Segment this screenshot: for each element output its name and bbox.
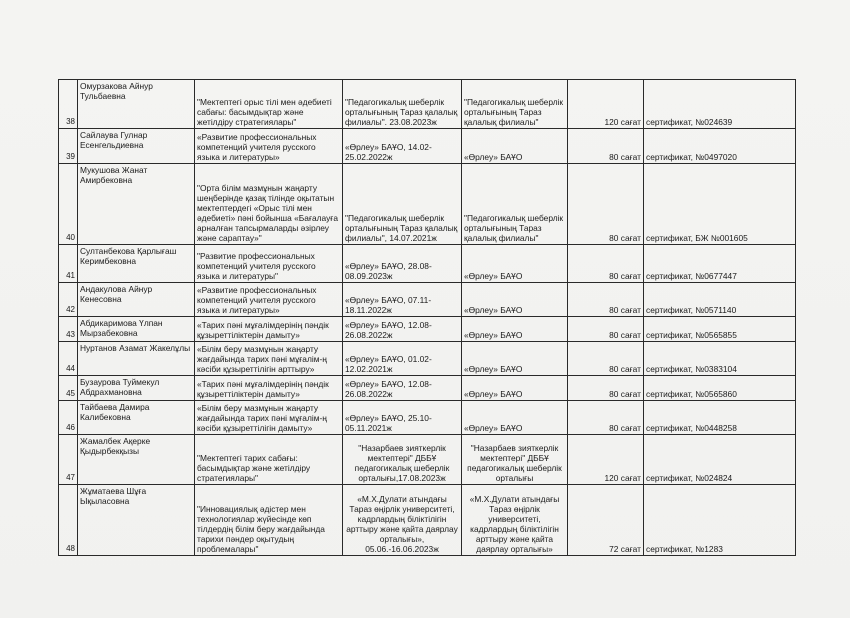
course-title: «Тарих пәні мұғалімдерінің пәндік құзыреттіліктерін дамыту»	[195, 317, 343, 342]
table-row	[59, 342, 796, 376]
row-number: 38	[59, 80, 78, 129]
course-title: «Тарих пәні мұғалімдерінің пәндік құзыреттіліктерін дамыту»	[195, 376, 343, 401]
row-number: 48	[59, 485, 78, 556]
course-title: «Развитие профессиональных компетенций учителя русского языка и литературы»	[195, 129, 343, 164]
organizer-date: «Өрлеу» БАҰО, 01.02-12.02.2021ж	[343, 342, 462, 376]
teacher-name: Омурзакова Айнур Тульбаевна	[78, 80, 195, 129]
row-number: 45	[59, 376, 78, 401]
course-hours: 80 сағат	[568, 129, 644, 164]
provider-name: "Назарбаев зияткерлік мектептері" ДББҰ педагогикалық шеберлік орталығы	[462, 435, 568, 485]
organizer-date: "Педагогикалық шеберлік орталығының Тараз қалалық филиалы", 14.07.2021ж	[343, 164, 462, 245]
provider-name: «Өрлеу» БАҰО	[462, 245, 568, 283]
teacher-name: Андакулова Айнур Кенесовна	[78, 283, 195, 317]
course-title: "Мектептегі тарих сабағы: басымдықтар және жетілдіру стратегиялары"	[195, 435, 343, 485]
provider-name: «М.Х.Дулати атындағы Тараз өңірлік университеті, кадрлардың біліктілігін арттыру және қайта даярлау орталығы»	[462, 485, 568, 556]
table-row	[59, 401, 796, 435]
teacher-name: Султанбекова Қарлығаш Керимбековна	[78, 245, 195, 283]
table-row	[59, 164, 796, 245]
organizer-date: «Өрлеу» БАҰО, 12.08-26.08.2022ж	[343, 376, 462, 401]
organizer-date: «Өрлеу» БАҰО, 07.11-18.11.2022ж	[343, 283, 462, 317]
course-hours: 80 сағат	[568, 317, 644, 342]
organizer-date: "Педагогикалық шеберлік орталығының Тараз қалалық филиалы". 23.08.2023ж	[343, 80, 462, 129]
certificate-number: сертификат, №0565860	[644, 376, 796, 401]
certificate-number: сертификат, №0383104	[644, 342, 796, 376]
row-number: 40	[59, 164, 78, 245]
row-number: 43	[59, 317, 78, 342]
course-title: "Развитие профессиональных компетенций учителя русского языка и литературы"	[195, 245, 343, 283]
provider-name: «Өрлеу» БАҰО	[462, 401, 568, 435]
table-row	[59, 317, 796, 342]
course-title: "Орта білім мазмұнын жаңарту шеңберінде қазақ тілінде оқытатын мектептердегі «Орыс тілі мен әдебиеті» пәні бойынша «Бағалауға арналған тапсырмаларды әзірлеу және сараптау»"	[195, 164, 343, 245]
certificate-number: сертификат, БЖ №001605	[644, 164, 796, 245]
course-hours: 80 сағат	[568, 164, 644, 245]
table-body	[59, 80, 796, 556]
teacher-name: Бузаурова Туймекул Абдрахмановна	[78, 376, 195, 401]
teacher-name: Жамалбек Ақерке Қыдырбекқызы	[78, 435, 195, 485]
organizer-date: «Өрлеу» БАҰО, 25.10-05.11.2021ж	[343, 401, 462, 435]
table-row	[59, 80, 796, 129]
course-title: «Білім беру мазмұнын жаңарту жағдайында тарих пәні мұғалім-ң кәсіби құзыреттілігін арттыру»	[195, 342, 343, 376]
certificate-number: сертификат, №0565855	[644, 317, 796, 342]
teacher-name: Жұматаева Шұға Ықыласовна	[78, 485, 195, 556]
table-row	[59, 485, 796, 556]
table-row	[59, 376, 796, 401]
row-number: 44	[59, 342, 78, 376]
organizer-date: "Назарбаев зияткерлік мектептері" ДББҰ педагогикалық шеберлік орталығы,17.08.2023ж	[343, 435, 462, 485]
course-hours: 80 сағат	[568, 283, 644, 317]
table-row	[59, 435, 796, 485]
teacher-name: Сайлаува Гулнар Есенгельдиевна	[78, 129, 195, 164]
course-title: «Развитие профессиональных компетенций учителя русского языка и литературы»	[195, 283, 343, 317]
organizer-date: «Өрлеу» БАҰО, 14.02-25.02.2022ж	[343, 129, 462, 164]
certificate-number: сертификат, №0448258	[644, 401, 796, 435]
table-row	[59, 129, 796, 164]
certificate-number: сертификат, №0677447	[644, 245, 796, 283]
row-number: 41	[59, 245, 78, 283]
organizer-date: «М.Х.Дулати атындағы Тараз өңірлік университеті, кадрлардың біліктілігін арттыру және қайта даярлау орталығы», 05.06.-16.06.2023ж	[343, 485, 462, 556]
provider-name: «Өрлеу» БАҰО	[462, 342, 568, 376]
certificate-number: сертификат, №024824	[644, 435, 796, 485]
provider-name: «Өрлеу» БАҰО	[462, 376, 568, 401]
organizer-date: «Өрлеу» БАҰО, 28.08-08.09.2023ж	[343, 245, 462, 283]
certificate-number: сертификат, №0497020	[644, 129, 796, 164]
row-number: 47	[59, 435, 78, 485]
provider-name: "Педагогикалық шеберлік орталығының Тараз қалалық филиалы"	[462, 164, 568, 245]
teacher-name: Абдикаримова Үлпан Мырзабековна	[78, 317, 195, 342]
teacher-name: Мукушова Жанат Амирбековна	[78, 164, 195, 245]
provider-name: «Өрлеу» БАҰО	[462, 317, 568, 342]
course-hours: 120 сағат	[568, 80, 644, 129]
certificate-number: сертификат, №1283	[644, 485, 796, 556]
provider-name: "Педагогикалық шеберлік орталығының Тараз қалалық филиалы"	[462, 80, 568, 129]
course-hours: 80 сағат	[568, 401, 644, 435]
course-title: «Білім беру мазмұнын жаңарту жағдайында тарих пәні мұғалім-ң кәсіби құзыреттілігін дамыту»	[195, 401, 343, 435]
course-title: "Мектептегі орыс тілі мен әдебиеті сабағы: басымдықтар және жетілдіру стратегиялары"	[195, 80, 343, 129]
table-row	[59, 245, 796, 283]
course-hours: 120 сағат	[568, 435, 644, 485]
certificate-number: сертификат, №024639	[644, 80, 796, 129]
organizer-date: «Өрлеу» БАҰО, 12.08-26.08.2022ж	[343, 317, 462, 342]
provider-name: «Өрлеу» БАҰО	[462, 129, 568, 164]
table-row	[59, 283, 796, 317]
course-hours: 72 сағат	[568, 485, 644, 556]
row-number: 39	[59, 129, 78, 164]
teacher-name: Нуртанов Азамат Жакелұлы	[78, 342, 195, 376]
course-title: "Инновациялық әдістер мен технологиялар жүйесінде көп тілдердің білім беру жағдайында тарихи пәндер оқытудың проблемалары"	[195, 485, 343, 556]
course-hours: 80 сағат	[568, 376, 644, 401]
provider-name: «Өрлеу» БАҰО	[462, 283, 568, 317]
courses-table	[58, 79, 796, 556]
course-hours: 80 сағат	[568, 245, 644, 283]
course-hours: 80 сағат	[568, 342, 644, 376]
teacher-name: Тайбаева Дамира Калибековна	[78, 401, 195, 435]
row-number: 42	[59, 283, 78, 317]
row-number: 46	[59, 401, 78, 435]
certificate-number: сертификат, №0571140	[644, 283, 796, 317]
